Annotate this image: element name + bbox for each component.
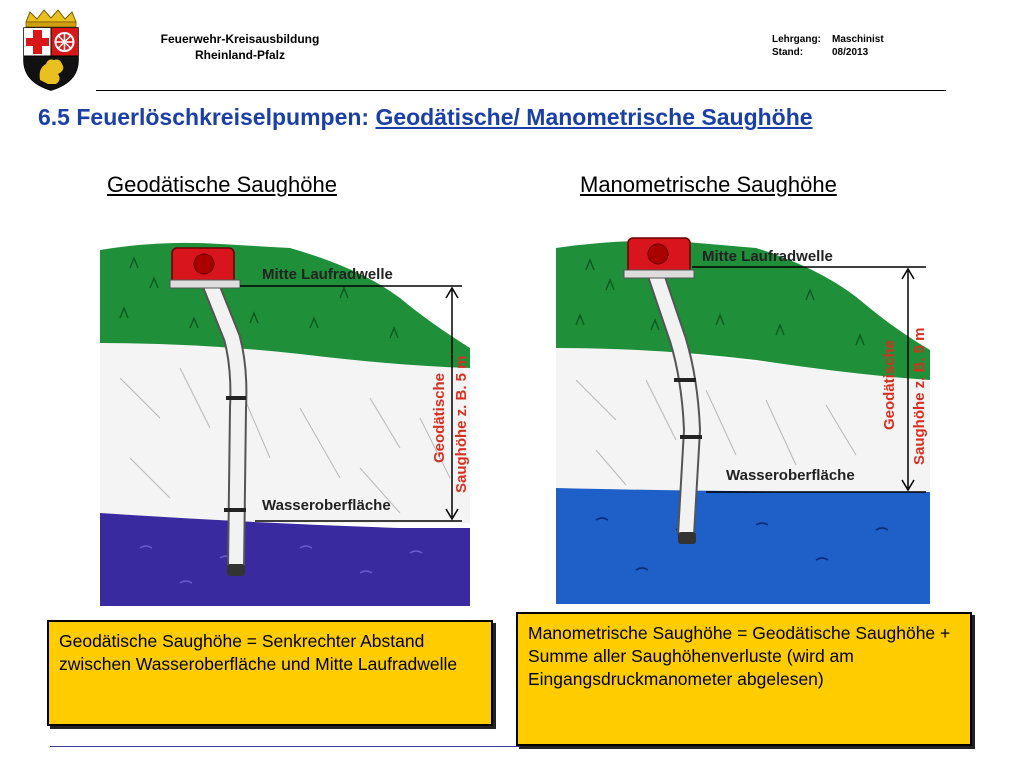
organization-line-2: Rheinland-Pfalz [194,48,285,62]
label-vertical-2: Saughöhe z. B. 5 m [453,355,470,493]
pump-icon [624,238,694,278]
label-vertical-1: Geodätische [431,372,448,463]
geodetic-definition-text: Geodätische Saughöhe = Senkrechter Abstand zwischen Wasseroberfläche und Mitte Laufradwelle [59,631,458,674]
label-shaft-center: Mitte Laufradwelle [702,248,833,265]
manometric-suction-illustration [556,230,930,604]
label-shaft-center: Mitte Laufradwelle [262,266,393,283]
date-value: 08/2013 [832,47,869,58]
date-label: Stand: [772,47,804,58]
label-water-surface: Wasseroberfläche [726,467,855,484]
footer-divider [50,746,520,747]
slide-title [38,104,813,131]
course-label: Lehrgang: [772,34,821,45]
manometric-definition-text: Manometrische Saughöhe = Geodätische Saughöhe + Summe aller Saughöhenverluste (wird am Eingangsdruckmanometer abgelesen) [528,623,951,689]
label-water-surface: Wasseroberfläche [262,497,391,514]
geodetic-suction-illustration [100,228,470,606]
geodetic-definition-box [47,620,493,726]
label-vertical-1: Geodätische [881,339,898,430]
slide-title-underlined: Geodätische/ Manometrische Saughöhe [375,104,813,130]
coat-of-arms-icon [18,8,84,92]
manometric-definition-box [516,612,972,746]
course-value: Maschinist [832,34,884,45]
course-info [772,33,884,59]
slide-title-prefix: 6.5 Feuerlöschkreiselpumpen: [38,104,376,130]
organization-name [130,31,350,63]
label-vertical-2: Saughöhe z. B. 5 m [911,327,928,465]
left-heading: Geodätische Saughöhe [107,172,337,197]
organization-line-1: Feuerwehr-Kreisausbildung [160,32,320,46]
right-heading: Manometrische Saughöhe [580,172,837,197]
pump-icon [170,248,240,288]
header-divider [96,90,946,91]
